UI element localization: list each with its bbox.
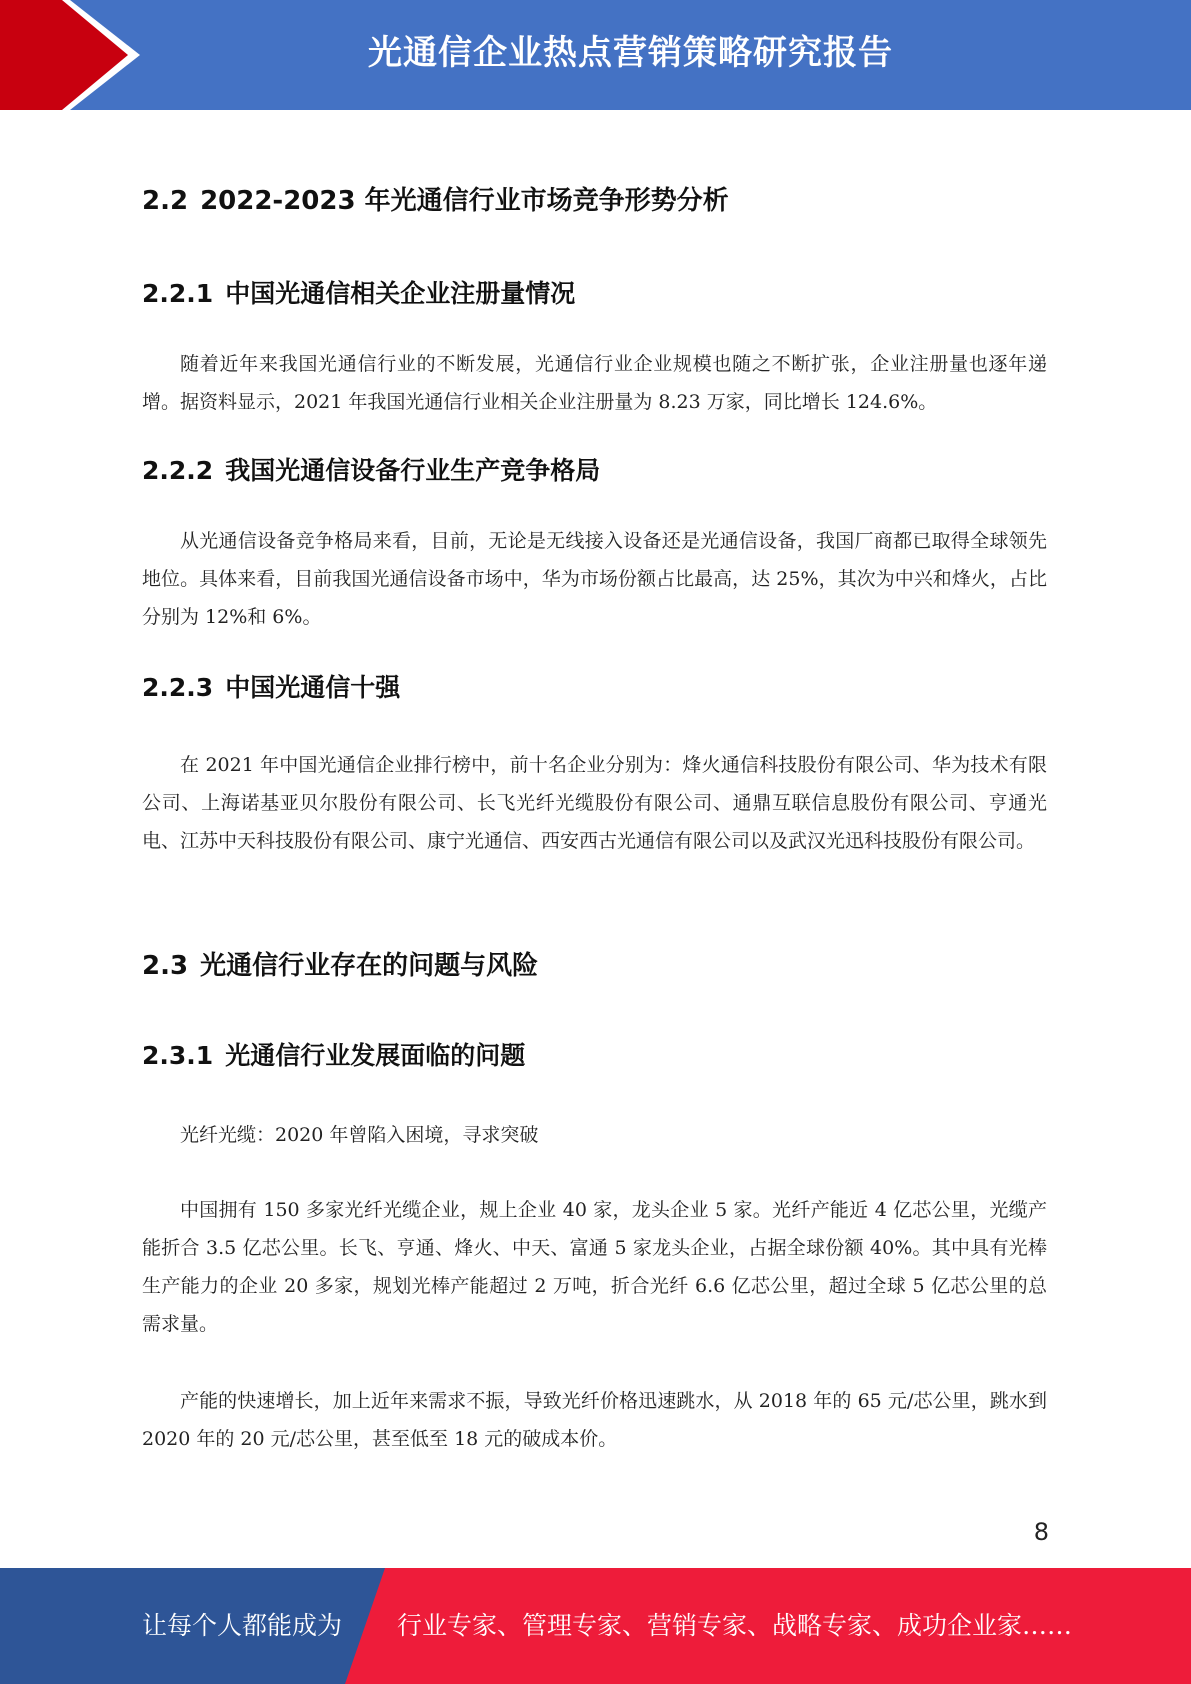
header-arrow-decoration [0, 0, 160, 110]
section-number: 2.2.1 [142, 279, 214, 308]
page-number: 8 [1033, 1518, 1049, 1546]
section-number: 2.3 [142, 951, 189, 981]
section-title: 我国光通信设备行业生产竞争格局 [225, 456, 601, 485]
section-number: 2.3.1 [142, 1041, 214, 1070]
section-title: 光通信行业发展面临的问题 [225, 1041, 526, 1070]
section-number: 2.2.2 [142, 456, 214, 485]
section-title: 2022-2023 年光通信行业市场竞争形势分析 [200, 186, 729, 216]
paragraph-fiber-cable-subtitle: 光纤光缆：2020 年曾陷入困境，寻求突破 [180, 1124, 539, 1146]
section-heading-2-2-1 [142, 274, 575, 310]
paragraph-enterprise-registrations: 随着近年来我国光通信行业的不断发展，光通信行业企业规模也随之不断扩张，企业注册量也逐年递增。据资料显示，2021 年我国光通信行业相关企业注册量为 8.23 万家，同比增长 124.6%。 [142, 353, 1047, 413]
report-title: 光通信企业热点营销策略研究报告 [368, 33, 893, 73]
section-number: 2.2.3 [142, 673, 214, 702]
section-number: 2.2 [142, 186, 189, 216]
paragraph-top-ten: 在 2021 年中国光通信企业排行榜中，前十名企业分别为：烽火通信科技股份有限公司、华为技术有限公司、上海诺基亚贝尔股份有限公司、长飞光纤光缆股份有限公司、通鼎互联信息股份有限公司、亨通光电、江苏中天科技股份有限公司、康宁光通信、西安西古光通信有限公司以及武汉光迅科技股份有限公司。 [142, 754, 1047, 852]
footer-slogan: 让每个人都能成为 [142, 1611, 343, 1640]
footer-banner [0, 1568, 1191, 1684]
section-heading-2-2-2 [142, 451, 600, 487]
paragraph-fiber-cable-capacity: 中国拥有 150 多家光纤光缆企业，规上企业 40 家，龙头企业 5 家。光纤产能近 4 亿芯公里，光缆产能折合 3.5 亿芯公里。长飞、亨通、烽火、中天、富通 5 家龙头企业，占据全球份额 40%。其中具有光棒生产能力的企业 20 多家，规划光棒产能超过 2 万吨，折合光纤 6.6 亿芯公里，超过全球 5 亿芯公里的总需求量。 [142, 1199, 1047, 1335]
section-heading-2-2-3 [142, 668, 400, 704]
section-title: 中国光通信十强 [225, 673, 401, 702]
footer-roles: 行业专家、管理专家、营销专家、战略专家、成功企业家…… [397, 1611, 1073, 1640]
header-banner [0, 0, 1191, 110]
section-title: 中国光通信相关企业注册量情况 [225, 279, 576, 308]
section-title: 光通信行业存在的问题与风险 [200, 951, 539, 981]
section-heading-2-3 [142, 945, 538, 982]
paragraph-fiber-price-drop: 产能的快速增长，加上近年来需求不振，导致光纤价格迅速跳水，从 2018 年的 65 元/芯公里，跳水到 2020 年的 20 元/芯公里，甚至低至 18 元的破成本价。 [142, 1390, 1047, 1450]
section-heading-2-3-1 [142, 1036, 525, 1072]
section-heading-2-2 [142, 180, 729, 217]
paragraph-competition-landscape: 从光通信设备竞争格局来看，目前，无论是无线接入设备还是光通信设备，我国厂商都已取得全球领先地位。具体来看，目前我国光通信设备市场中，华为市场份额占比最高，达 25%，其次为中兴和烽火，占比分别为 12%和 6%。 [142, 530, 1047, 628]
